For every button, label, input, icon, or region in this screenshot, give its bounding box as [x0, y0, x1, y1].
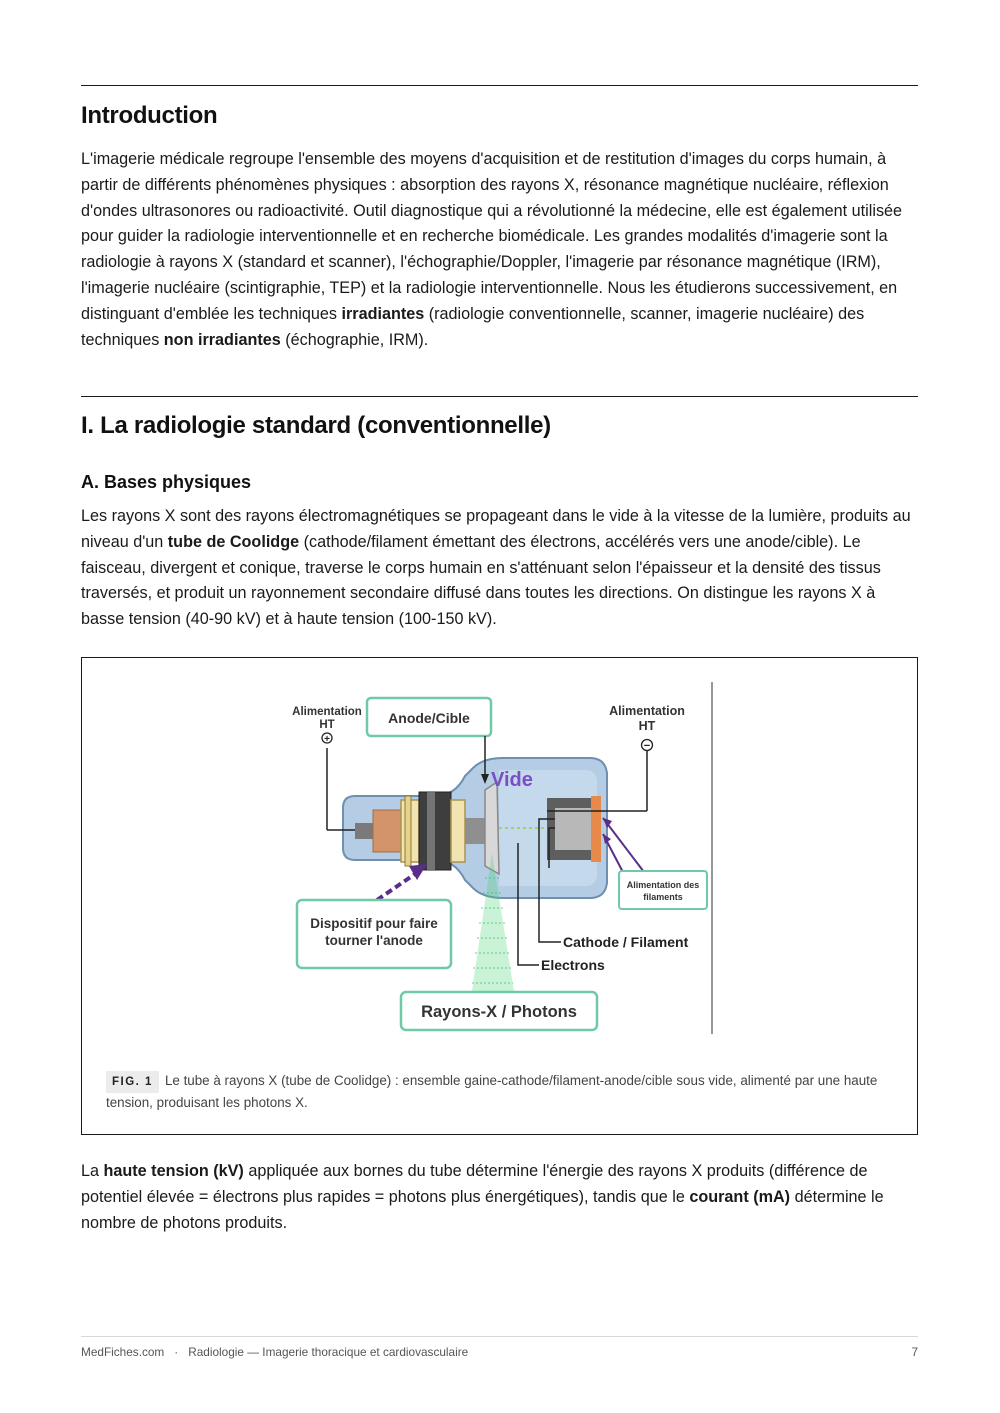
dispositif-label-2: tourner l'anode: [325, 933, 423, 948]
figure-caption-text: Le tube à rayons X (tube de Coolidge) : ensemble gaine-cathode/filament-anode/cible sous vide, alimenté par une haute tension, produisant les photons X.: [106, 1073, 878, 1110]
vide-label: Vide: [491, 769, 533, 791]
intro-text-2: (radiologie conventionnelle, scanner, imagerie nucléaire) des techniques: [81, 304, 865, 349]
section1-heading: I. La radiologie standard (conventionnelle): [81, 412, 551, 439]
intro-text-3: (échographie, IRM).: [280, 330, 429, 349]
p2-text-3: détermine le nombre de photons produits.: [81, 1187, 884, 1232]
intro-bold-non-irradiantes: non irradiantes: [163, 330, 281, 349]
filaments-label-2: filaments: [643, 892, 683, 902]
alim-right-label-1: Alimentation: [609, 704, 685, 718]
figure-caption: [106, 1071, 896, 1113]
section1-paragraph-1: [81, 504, 918, 633]
intro-rule: [81, 85, 918, 86]
footer-title: Radiologie — Imagerie thoracique et cardiovasculaire: [188, 1345, 469, 1359]
intro-text-1: L'imagerie médicale regroupe l'ensemble des moyens d'acquisition et de restitution d'images du corps humain, à partir de différents phénomènes physiques : absorption des rayons X, résonance magnétique nucléaire, réflexion d'ondes ultrasonores ou radioactivité. Outil diagnostique qui a révolutionné la médecine, elle est également utilisée pour guider la radiologie interventionnelle et en recherche biomédicale. Les grandes modalités d'imagerie sont la radiologie à rayons X (standard et scanner), l'échographie/Doppler, l'imagerie par résonance magnétique (IRM), l'imagerie nucléaire (scintigraphie, TEP) et la radiologie interventionnelle. Nous les étudierons successivement, en distinguant d'emblée les techniques: [81, 150, 903, 323]
plus-symbol: +: [324, 734, 330, 745]
p2-text-2: appliquée aux bornes du tube détermine l'énergie des rayons X produits (différence de potentiel élevée = électrons plus rapides = photons plus énergétiques), tandis que le: [81, 1162, 868, 1206]
p1-text-1: Les rayons X sont des rayons électromagnétiques se propageant dans le vide à la vitesse de la lumière, produits au niveau d'un: [81, 507, 911, 551]
section1-paragraph-2: [81, 1159, 918, 1236]
page-footer: [81, 1336, 918, 1359]
filaments-label-1: Alimentation des: [626, 880, 700, 890]
footer-site: MedFiches.com: [81, 1345, 165, 1359]
p2-bold-kv: haute tension (kV): [103, 1162, 244, 1180]
p2-text-1: La: [81, 1162, 104, 1180]
cathode-label: Cathode / Filament: [563, 934, 689, 950]
rayons-label: Rayons-X / Photons: [421, 1003, 577, 1021]
electrons-label: Electrons: [541, 957, 605, 973]
alim-right-label-2: HT: [638, 719, 656, 733]
anode-label: Anode/Cible: [388, 710, 470, 726]
xray-tube-diagram: [285, 678, 715, 1043]
intro-heading: Introduction: [81, 102, 218, 129]
alim-left-label-2: HT: [319, 719, 335, 731]
intro-bold-irradiantes: irradiantes: [341, 304, 425, 323]
dispositif-label-1: Dispositif pour faire: [310, 916, 438, 931]
figure-box: [81, 657, 918, 1135]
footer-page-number: 7: [911, 1345, 918, 1359]
alim-left-label-1: Alimentation: [292, 706, 362, 718]
figure-label: FIG. 1: [106, 1071, 159, 1093]
p2-bold-ma: courant (mA): [689, 1187, 791, 1206]
intro-paragraph: [81, 147, 918, 353]
footer-separator: ·: [174, 1345, 179, 1359]
section1-subheading: A. Bases physiques: [81, 472, 252, 492]
minus-symbol: −: [643, 740, 651, 752]
section1-rule: [81, 396, 918, 397]
p1-text-2: (cathode/filament émettant des électrons, accélérés vers une anode/cible). Le faisceau, divergent et conique, traverse le corps humain en s'atténuant selon l'épaisseur et la densité des tissus traversés, et produit un rayonnement secondaire diffusé dans toutes les directions. On distingue les rayons X à basse tension (40-90 kV) et à haute tension (100-150 kV).: [81, 532, 881, 629]
p1-bold-coolidge: tube de Coolidge: [167, 532, 300, 551]
